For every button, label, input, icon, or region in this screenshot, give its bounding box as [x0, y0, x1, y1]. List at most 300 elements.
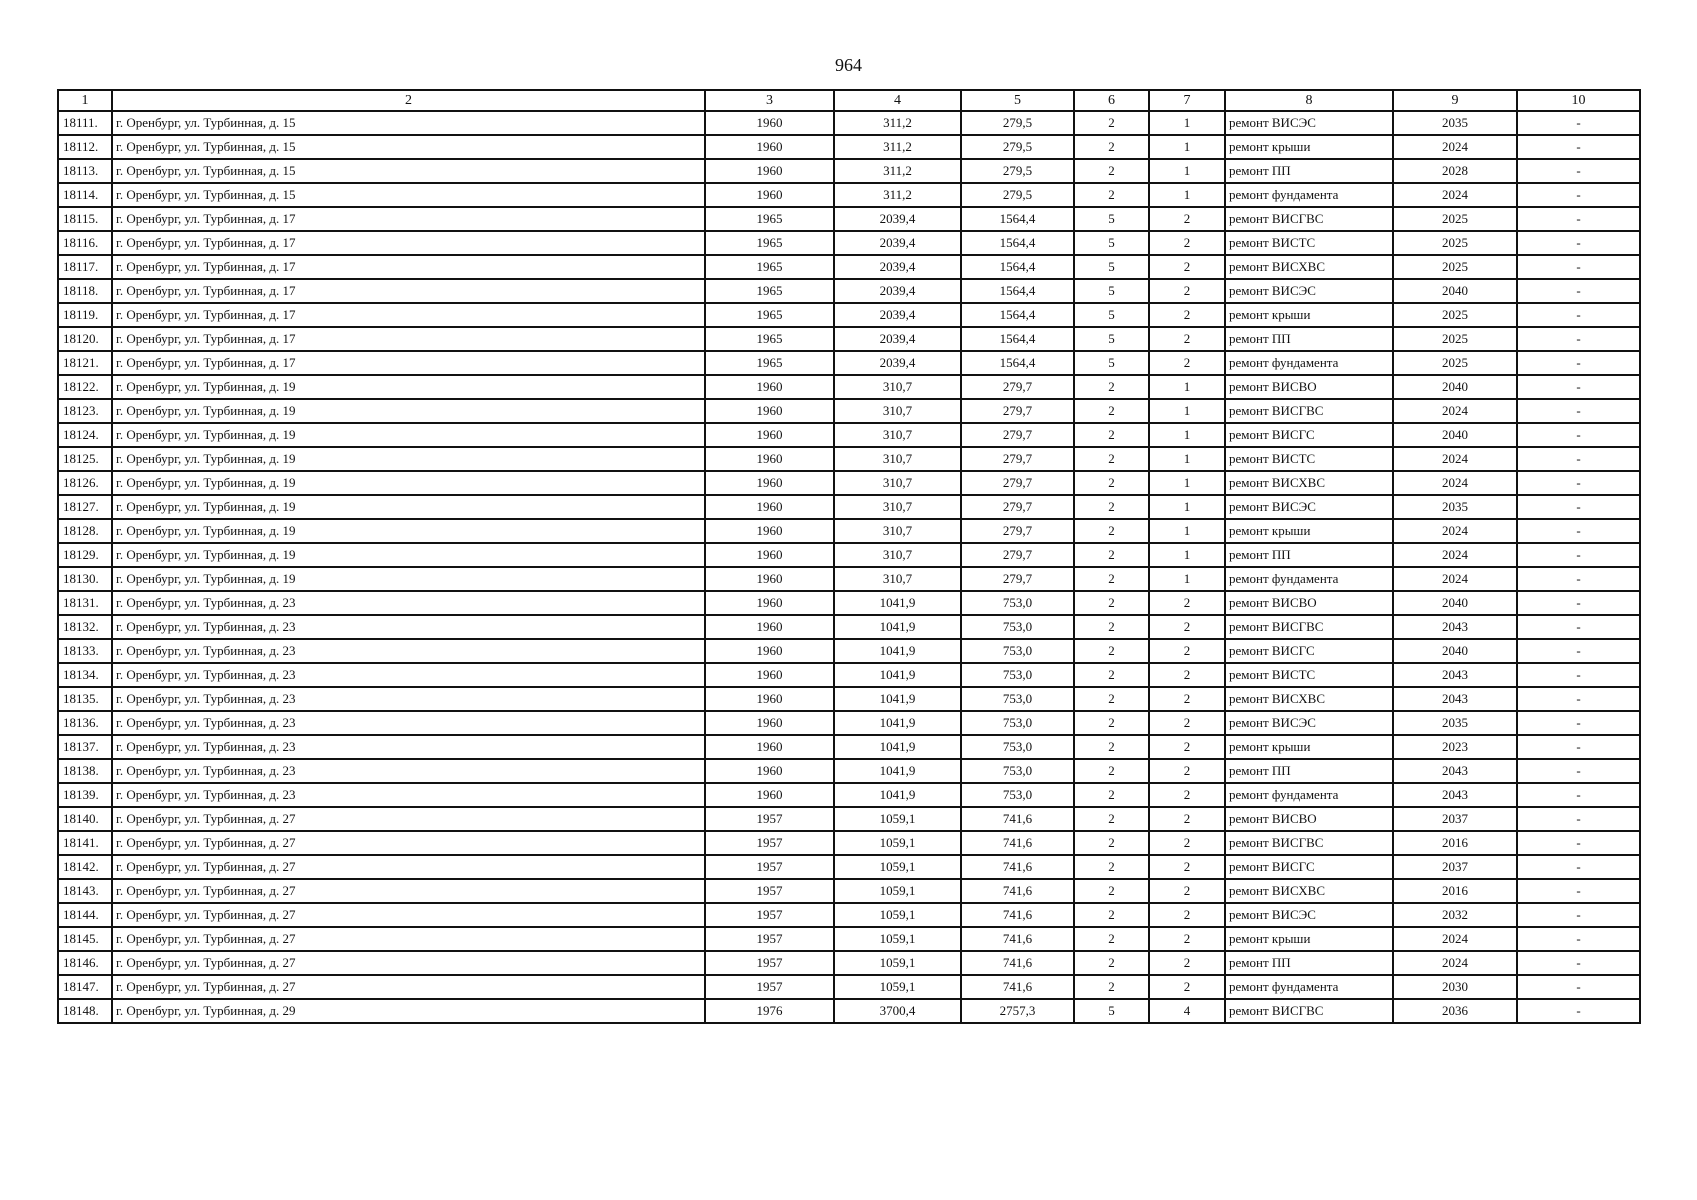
table-row	[58, 543, 1640, 567]
entrances-cell: 2	[1149, 807, 1225, 831]
entrances-cell: 2	[1149, 231, 1225, 255]
plan-year-cell: 2043	[1393, 663, 1517, 687]
address-cell: г. Оренбург, ул. Турбинная, д. 27	[112, 807, 705, 831]
address-cell: г. Оренбург, ул. Турбинная, д. 19	[112, 543, 705, 567]
living-area-cell: 753,0	[961, 663, 1074, 687]
living-area-cell: 741,6	[961, 879, 1074, 903]
total-area-cell: 311,2	[834, 111, 961, 135]
living-area-cell: 279,5	[961, 111, 1074, 135]
row-number: 18126.	[58, 471, 112, 495]
living-area-cell: 279,7	[961, 399, 1074, 423]
row-number: 18147.	[58, 975, 112, 999]
build-year-cell: 1960	[705, 711, 834, 735]
work-type-cell: ремонт ПП	[1225, 159, 1393, 183]
plan-year-cell: 2024	[1393, 927, 1517, 951]
table-row	[58, 999, 1640, 1023]
living-area-cell: 1564,4	[961, 231, 1074, 255]
note-cell: -	[1517, 303, 1640, 327]
row-number: 18142.	[58, 855, 112, 879]
plan-year-cell: 2025	[1393, 303, 1517, 327]
address-cell: г. Оренбург, ул. Турбинная, д. 17	[112, 351, 705, 375]
build-year-cell: 1957	[705, 975, 834, 999]
build-year-cell: 1960	[705, 495, 834, 519]
row-number: 18122.	[58, 375, 112, 399]
note-cell: -	[1517, 855, 1640, 879]
table-row	[58, 471, 1640, 495]
entrances-cell: 1	[1149, 375, 1225, 399]
table-row	[58, 711, 1640, 735]
living-area-cell: 279,7	[961, 471, 1074, 495]
total-area-cell: 2039,4	[834, 207, 961, 231]
row-number: 18127.	[58, 495, 112, 519]
registry-table	[57, 89, 1641, 1024]
build-year-cell: 1957	[705, 807, 834, 831]
plan-year-cell: 2030	[1393, 975, 1517, 999]
build-year-cell: 1965	[705, 279, 834, 303]
total-area-cell: 310,7	[834, 399, 961, 423]
column-header: 6	[1074, 90, 1149, 111]
plan-year-cell: 2037	[1393, 855, 1517, 879]
entrances-cell: 1	[1149, 543, 1225, 567]
total-area-cell: 310,7	[834, 375, 961, 399]
build-year-cell: 1960	[705, 735, 834, 759]
floors-cell: 2	[1074, 927, 1149, 951]
floors-cell: 2	[1074, 855, 1149, 879]
floors-cell: 2	[1074, 759, 1149, 783]
entrances-cell: 2	[1149, 639, 1225, 663]
note-cell: -	[1517, 951, 1640, 975]
table-row	[58, 687, 1640, 711]
plan-year-cell: 2024	[1393, 399, 1517, 423]
entrances-cell: 1	[1149, 135, 1225, 159]
row-number: 18139.	[58, 783, 112, 807]
work-type-cell: ремонт крыши	[1225, 735, 1393, 759]
column-header: 9	[1393, 90, 1517, 111]
address-cell: г. Оренбург, ул. Турбинная, д. 15	[112, 183, 705, 207]
total-area-cell: 1041,9	[834, 759, 961, 783]
living-area-cell: 279,5	[961, 135, 1074, 159]
living-area-cell: 741,6	[961, 927, 1074, 951]
living-area-cell: 1564,4	[961, 351, 1074, 375]
total-area-cell: 1059,1	[834, 975, 961, 999]
plan-year-cell: 2040	[1393, 423, 1517, 447]
floors-cell: 2	[1074, 447, 1149, 471]
living-area-cell: 753,0	[961, 711, 1074, 735]
work-type-cell: ремонт ВИСВО	[1225, 375, 1393, 399]
floors-cell: 5	[1074, 999, 1149, 1023]
row-number: 18114.	[58, 183, 112, 207]
table-row	[58, 927, 1640, 951]
table-header-row	[58, 90, 1640, 111]
note-cell: -	[1517, 615, 1640, 639]
living-area-cell: 279,7	[961, 543, 1074, 567]
build-year-cell: 1957	[705, 855, 834, 879]
note-cell: -	[1517, 759, 1640, 783]
entrances-cell: 1	[1149, 447, 1225, 471]
work-type-cell: ремонт ПП	[1225, 543, 1393, 567]
note-cell: -	[1517, 903, 1640, 927]
living-area-cell: 753,0	[961, 639, 1074, 663]
plan-year-cell: 2040	[1393, 279, 1517, 303]
entrances-cell: 1	[1149, 567, 1225, 591]
living-area-cell: 741,6	[961, 855, 1074, 879]
row-number: 18133.	[58, 639, 112, 663]
entrances-cell: 2	[1149, 303, 1225, 327]
plan-year-cell: 2024	[1393, 951, 1517, 975]
column-header: 8	[1225, 90, 1393, 111]
address-cell: г. Оренбург, ул. Турбинная, д. 17	[112, 207, 705, 231]
living-area-cell: 279,7	[961, 447, 1074, 471]
total-area-cell: 2039,4	[834, 351, 961, 375]
floors-cell: 2	[1074, 519, 1149, 543]
plan-year-cell: 2028	[1393, 159, 1517, 183]
build-year-cell: 1957	[705, 951, 834, 975]
build-year-cell: 1960	[705, 183, 834, 207]
floors-cell: 5	[1074, 231, 1149, 255]
work-type-cell: ремонт ВИСЭС	[1225, 279, 1393, 303]
column-header: 1	[58, 90, 112, 111]
row-number: 18119.	[58, 303, 112, 327]
entrances-cell: 1	[1149, 399, 1225, 423]
note-cell: -	[1517, 375, 1640, 399]
floors-cell: 2	[1074, 591, 1149, 615]
address-cell: г. Оренбург, ул. Турбинная, д. 27	[112, 975, 705, 999]
table-row	[58, 159, 1640, 183]
floors-cell: 2	[1074, 471, 1149, 495]
work-type-cell: ремонт ВИСХВС	[1225, 687, 1393, 711]
build-year-cell: 1960	[705, 399, 834, 423]
address-cell: г. Оренбург, ул. Турбинная, д. 17	[112, 231, 705, 255]
living-area-cell: 741,6	[961, 831, 1074, 855]
note-cell: -	[1517, 471, 1640, 495]
plan-year-cell: 2043	[1393, 687, 1517, 711]
floors-cell: 2	[1074, 879, 1149, 903]
total-area-cell: 1041,9	[834, 639, 961, 663]
column-header: 5	[961, 90, 1074, 111]
entrances-cell: 2	[1149, 735, 1225, 759]
table-row	[58, 951, 1640, 975]
address-cell: г. Оренбург, ул. Турбинная, д. 19	[112, 471, 705, 495]
address-cell: г. Оренбург, ул. Турбинная, д. 15	[112, 135, 705, 159]
total-area-cell: 1059,1	[834, 927, 961, 951]
work-type-cell: ремонт ВИСГС	[1225, 639, 1393, 663]
table-row	[58, 879, 1640, 903]
floors-cell: 2	[1074, 663, 1149, 687]
plan-year-cell: 2035	[1393, 711, 1517, 735]
address-cell: г. Оренбург, ул. Турбинная, д. 23	[112, 639, 705, 663]
build-year-cell: 1960	[705, 135, 834, 159]
work-type-cell: ремонт ВИСЭС	[1225, 495, 1393, 519]
plan-year-cell: 2025	[1393, 255, 1517, 279]
entrances-cell: 1	[1149, 423, 1225, 447]
floors-cell: 2	[1074, 903, 1149, 927]
note-cell: -	[1517, 183, 1640, 207]
address-cell: г. Оренбург, ул. Турбинная, д. 15	[112, 111, 705, 135]
address-cell: г. Оренбург, ул. Турбинная, д. 29	[112, 999, 705, 1023]
total-area-cell: 1041,9	[834, 687, 961, 711]
row-number: 18145.	[58, 927, 112, 951]
table-row	[58, 615, 1640, 639]
entrances-cell: 2	[1149, 255, 1225, 279]
note-cell: -	[1517, 231, 1640, 255]
living-area-cell: 2757,3	[961, 999, 1074, 1023]
note-cell: -	[1517, 975, 1640, 999]
work-type-cell: ремонт ВИСХВС	[1225, 471, 1393, 495]
table-row	[58, 495, 1640, 519]
living-area-cell: 753,0	[961, 735, 1074, 759]
living-area-cell: 279,7	[961, 567, 1074, 591]
living-area-cell: 279,5	[961, 159, 1074, 183]
table-row	[58, 807, 1640, 831]
floors-cell: 2	[1074, 495, 1149, 519]
entrances-cell: 2	[1149, 279, 1225, 303]
row-number: 18131.	[58, 591, 112, 615]
floors-cell: 5	[1074, 279, 1149, 303]
address-cell: г. Оренбург, ул. Турбинная, д. 19	[112, 519, 705, 543]
floors-cell: 2	[1074, 423, 1149, 447]
address-cell: г. Оренбург, ул. Турбинная, д. 23	[112, 687, 705, 711]
row-number: 18136.	[58, 711, 112, 735]
row-number: 18141.	[58, 831, 112, 855]
total-area-cell: 310,7	[834, 447, 961, 471]
table-row	[58, 399, 1640, 423]
table-row	[58, 183, 1640, 207]
address-cell: г. Оренбург, ул. Турбинная, д. 27	[112, 927, 705, 951]
work-type-cell: ремонт ВИСГВС	[1225, 207, 1393, 231]
address-cell: г. Оренбург, ул. Турбинная, д. 17	[112, 279, 705, 303]
floors-cell: 2	[1074, 567, 1149, 591]
note-cell: -	[1517, 687, 1640, 711]
table-row	[58, 279, 1640, 303]
table-row	[58, 207, 1640, 231]
address-cell: г. Оренбург, ул. Турбинная, д. 27	[112, 951, 705, 975]
work-type-cell: ремонт фундамента	[1225, 567, 1393, 591]
note-cell: -	[1517, 207, 1640, 231]
work-type-cell: ремонт ВИСГВС	[1225, 615, 1393, 639]
work-type-cell: ремонт ВИСГВС	[1225, 999, 1393, 1023]
build-year-cell: 1960	[705, 447, 834, 471]
total-area-cell: 311,2	[834, 159, 961, 183]
build-year-cell: 1960	[705, 759, 834, 783]
row-number: 18129.	[58, 543, 112, 567]
plan-year-cell: 2016	[1393, 831, 1517, 855]
living-area-cell: 279,7	[961, 423, 1074, 447]
address-cell: г. Оренбург, ул. Турбинная, д. 23	[112, 591, 705, 615]
plan-year-cell: 2043	[1393, 783, 1517, 807]
address-cell: г. Оренбург, ул. Турбинная, д. 19	[112, 567, 705, 591]
total-area-cell: 1059,1	[834, 855, 961, 879]
floors-cell: 5	[1074, 207, 1149, 231]
row-number: 18138.	[58, 759, 112, 783]
work-type-cell: ремонт ВИСТС	[1225, 663, 1393, 687]
work-type-cell: ремонт крыши	[1225, 519, 1393, 543]
plan-year-cell: 2024	[1393, 567, 1517, 591]
work-type-cell: ремонт ВИСТС	[1225, 231, 1393, 255]
floors-cell: 2	[1074, 711, 1149, 735]
plan-year-cell: 2024	[1393, 543, 1517, 567]
plan-year-cell: 2035	[1393, 111, 1517, 135]
note-cell: -	[1517, 879, 1640, 903]
floors-cell: 2	[1074, 975, 1149, 999]
note-cell: -	[1517, 639, 1640, 663]
table-row	[58, 375, 1640, 399]
total-area-cell: 1059,1	[834, 903, 961, 927]
build-year-cell: 1965	[705, 231, 834, 255]
floors-cell: 2	[1074, 111, 1149, 135]
row-number: 18121.	[58, 351, 112, 375]
row-number: 18118.	[58, 279, 112, 303]
total-area-cell: 311,2	[834, 183, 961, 207]
table-row	[58, 759, 1640, 783]
living-area-cell: 279,7	[961, 495, 1074, 519]
table-row	[58, 447, 1640, 471]
total-area-cell: 1041,9	[834, 591, 961, 615]
table-row	[58, 567, 1640, 591]
address-cell: г. Оренбург, ул. Турбинная, д. 19	[112, 399, 705, 423]
row-number: 18143.	[58, 879, 112, 903]
note-cell: -	[1517, 543, 1640, 567]
living-area-cell: 279,5	[961, 183, 1074, 207]
build-year-cell: 1960	[705, 591, 834, 615]
work-type-cell: ремонт ВИСГС	[1225, 423, 1393, 447]
total-area-cell: 310,7	[834, 519, 961, 543]
total-area-cell: 1041,9	[834, 735, 961, 759]
living-area-cell: 1564,4	[961, 327, 1074, 351]
build-year-cell: 1976	[705, 999, 834, 1023]
address-cell: г. Оренбург, ул. Турбинная, д. 23	[112, 615, 705, 639]
total-area-cell: 1041,9	[834, 711, 961, 735]
total-area-cell: 1041,9	[834, 615, 961, 639]
address-cell: г. Оренбург, ул. Турбинная, д. 23	[112, 711, 705, 735]
note-cell: -	[1517, 783, 1640, 807]
column-header: 7	[1149, 90, 1225, 111]
address-cell: г. Оренбург, ул. Турбинная, д. 23	[112, 783, 705, 807]
row-number: 18148.	[58, 999, 112, 1023]
build-year-cell: 1957	[705, 831, 834, 855]
address-cell: г. Оренбург, ул. Турбинная, д. 27	[112, 831, 705, 855]
row-number: 18124.	[58, 423, 112, 447]
build-year-cell: 1960	[705, 111, 834, 135]
build-year-cell: 1965	[705, 255, 834, 279]
build-year-cell: 1960	[705, 423, 834, 447]
plan-year-cell: 2016	[1393, 879, 1517, 903]
work-type-cell: ремонт ВИСГВС	[1225, 831, 1393, 855]
entrances-cell: 2	[1149, 975, 1225, 999]
work-type-cell: ремонт ПП	[1225, 759, 1393, 783]
note-cell: -	[1517, 351, 1640, 375]
address-cell: г. Оренбург, ул. Турбинная, д. 27	[112, 855, 705, 879]
entrances-cell: 2	[1149, 615, 1225, 639]
table-row	[58, 591, 1640, 615]
page-number: 964	[835, 55, 862, 75]
build-year-cell: 1960	[705, 375, 834, 399]
work-type-cell: ремонт ВИСВО	[1225, 591, 1393, 615]
note-cell: -	[1517, 495, 1640, 519]
living-area-cell: 1564,4	[961, 279, 1074, 303]
entrances-cell: 2	[1149, 927, 1225, 951]
address-cell: г. Оренбург, ул. Турбинная, д. 17	[112, 327, 705, 351]
plan-year-cell: 2025	[1393, 231, 1517, 255]
note-cell: -	[1517, 423, 1640, 447]
entrances-cell: 1	[1149, 111, 1225, 135]
build-year-cell: 1957	[705, 927, 834, 951]
floors-cell: 2	[1074, 375, 1149, 399]
entrances-cell: 2	[1149, 855, 1225, 879]
entrances-cell: 2	[1149, 831, 1225, 855]
column-header: 10	[1517, 90, 1640, 111]
table-row	[58, 663, 1640, 687]
total-area-cell: 1041,9	[834, 783, 961, 807]
entrances-cell: 1	[1149, 519, 1225, 543]
column-header: 4	[834, 90, 961, 111]
total-area-cell: 2039,4	[834, 231, 961, 255]
note-cell: -	[1517, 159, 1640, 183]
note-cell: -	[1517, 831, 1640, 855]
entrances-cell: 2	[1149, 711, 1225, 735]
build-year-cell: 1960	[705, 159, 834, 183]
living-area-cell: 753,0	[961, 687, 1074, 711]
row-number: 18132.	[58, 615, 112, 639]
total-area-cell: 310,7	[834, 471, 961, 495]
plan-year-cell: 2024	[1393, 183, 1517, 207]
entrances-cell: 2	[1149, 903, 1225, 927]
build-year-cell: 1965	[705, 207, 834, 231]
table-row	[58, 135, 1640, 159]
entrances-cell: 2	[1149, 207, 1225, 231]
living-area-cell: 753,0	[961, 783, 1074, 807]
address-cell: г. Оренбург, ул. Турбинная, д. 19	[112, 375, 705, 399]
living-area-cell: 753,0	[961, 759, 1074, 783]
note-cell: -	[1517, 591, 1640, 615]
work-type-cell: ремонт ВИСЭС	[1225, 903, 1393, 927]
build-year-cell: 1960	[705, 639, 834, 663]
note-cell: -	[1517, 327, 1640, 351]
row-number: 18146.	[58, 951, 112, 975]
work-type-cell: ремонт крыши	[1225, 135, 1393, 159]
entrances-cell: 1	[1149, 183, 1225, 207]
floors-cell: 2	[1074, 615, 1149, 639]
table-row	[58, 735, 1640, 759]
total-area-cell: 1059,1	[834, 951, 961, 975]
living-area-cell: 753,0	[961, 615, 1074, 639]
build-year-cell: 1960	[705, 471, 834, 495]
living-area-cell: 753,0	[961, 591, 1074, 615]
row-number: 18116.	[58, 231, 112, 255]
table-row	[58, 855, 1640, 879]
row-number: 18134.	[58, 663, 112, 687]
floors-cell: 2	[1074, 159, 1149, 183]
total-area-cell: 1059,1	[834, 879, 961, 903]
living-area-cell: 1564,4	[961, 303, 1074, 327]
entrances-cell: 2	[1149, 663, 1225, 687]
column-header: 3	[705, 90, 834, 111]
table-row	[58, 423, 1640, 447]
entrances-cell: 1	[1149, 495, 1225, 519]
entrances-cell: 1	[1149, 159, 1225, 183]
row-number: 18111.	[58, 111, 112, 135]
entrances-cell: 2	[1149, 879, 1225, 903]
work-type-cell: ремонт ПП	[1225, 951, 1393, 975]
living-area-cell: 1564,4	[961, 255, 1074, 279]
note-cell: -	[1517, 111, 1640, 135]
table-row	[58, 975, 1640, 999]
note-cell: -	[1517, 735, 1640, 759]
address-cell: г. Оренбург, ул. Турбинная, д. 27	[112, 903, 705, 927]
note-cell: -	[1517, 279, 1640, 303]
living-area-cell: 741,6	[961, 951, 1074, 975]
living-area-cell: 279,7	[961, 519, 1074, 543]
plan-year-cell: 2025	[1393, 327, 1517, 351]
